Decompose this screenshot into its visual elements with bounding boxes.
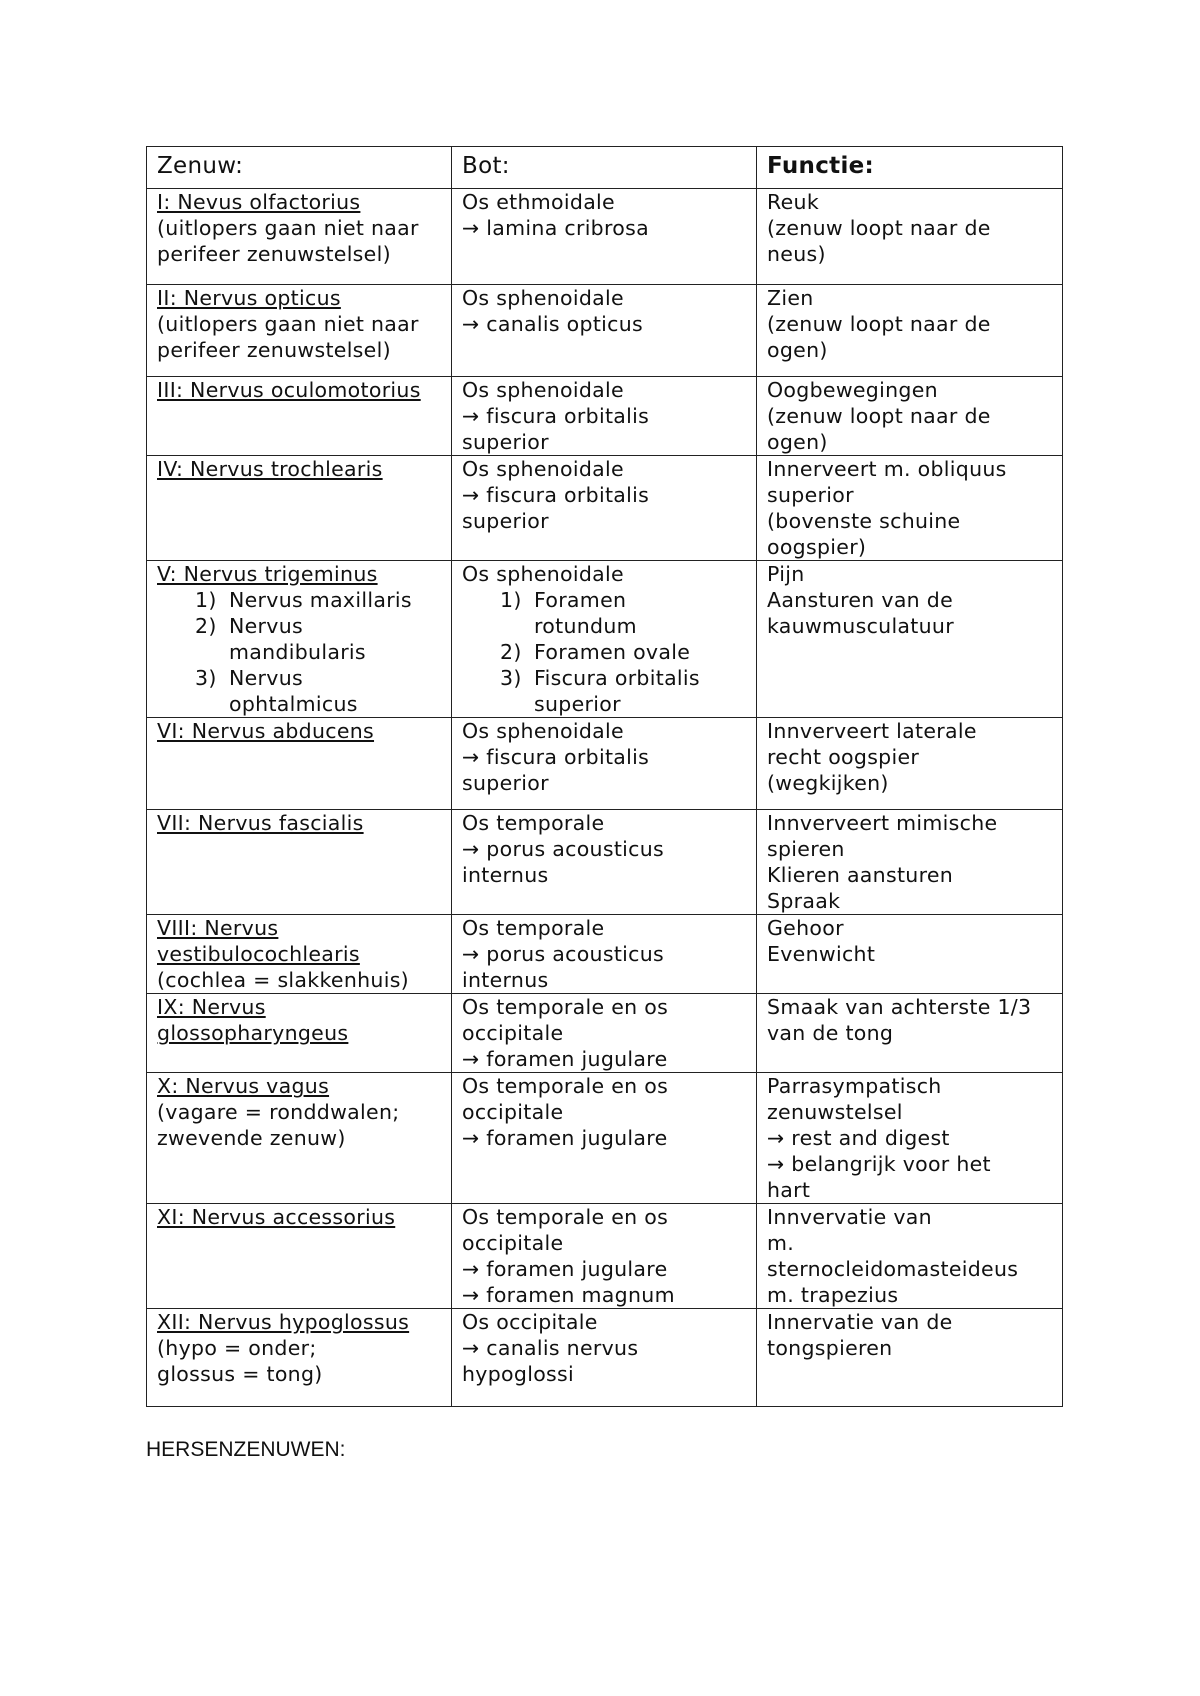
bone-name: Os sphenoidale (462, 562, 624, 586)
list-number: 2) (500, 640, 522, 664)
list-item-line: Foramen (534, 588, 627, 612)
table-body (147, 189, 1063, 1407)
bone-passage-cont: superior (462, 430, 549, 454)
function-line: oogspier) (767, 535, 867, 559)
list-item (195, 665, 443, 717)
nerve-note: (uitlopers gaan niet naar (157, 312, 419, 336)
list-item (500, 665, 748, 717)
nerve-note: perifeer zenuwstelsel) (157, 242, 391, 266)
bone-cell (452, 915, 757, 994)
list-item-line: ophtalmicus (229, 692, 358, 716)
function-cell (757, 377, 1063, 456)
arrow-right-icon: → (462, 216, 487, 240)
nerve-cell (147, 1204, 452, 1309)
bone-passage-text: porus acousticus (486, 837, 664, 861)
table-row (147, 810, 1063, 915)
bone-passage-text: lamina cribrosa (486, 216, 649, 240)
table-row (147, 456, 1063, 561)
function-line: Pijn (767, 562, 805, 586)
nerve-name: glossopharyngeus (157, 1021, 349, 1045)
nerve-name: VIII: Nervus (157, 916, 279, 940)
bone-cell (452, 1309, 757, 1407)
bone-passage-text: foramen magnum (486, 1283, 675, 1307)
list-item-line: Nervus maxillaris (229, 588, 412, 612)
nerve-cell (147, 810, 452, 915)
function-cell (757, 189, 1063, 285)
list-item (500, 587, 748, 639)
function-line: Innerveert m. obliquus (767, 457, 1007, 481)
nerve-cell (147, 189, 452, 285)
bone-passage-text: canalis nervus (486, 1336, 639, 1360)
nerve-note: perifeer zenuwstelsel) (157, 338, 391, 362)
nerve-note: (hypo = onder; (157, 1336, 317, 1360)
list-item-line: rotundum (534, 614, 637, 638)
footer-label: HERSENZENUWEN: (146, 1438, 346, 1461)
nerve-cell (147, 718, 452, 810)
bone-passage-text: foramen jugulare (486, 1126, 668, 1150)
bone-passage-cont: hypoglossi (462, 1362, 574, 1386)
nerve-name: III: Nervus oculomotorius (157, 378, 421, 402)
function-line: (zenuw loopt naar de (767, 312, 991, 336)
function-line: zenuwstelsel (767, 1100, 903, 1124)
list-item-line: Foramen ovale (534, 640, 691, 664)
header-nerve: Zenuw: (147, 147, 452, 189)
bone-cell (452, 1073, 757, 1204)
list-number: 1) (500, 588, 522, 612)
function-line: Klieren aansturen (767, 863, 954, 887)
list-number: 2) (195, 614, 217, 638)
list-item-line: superior (534, 692, 621, 716)
nerve-cell (147, 285, 452, 377)
bone-passage-text: porus acousticus (486, 942, 664, 966)
arrow-right-icon: → (767, 1152, 792, 1176)
function-line: Innvervatie van (767, 1205, 932, 1229)
function-cell (757, 810, 1063, 915)
function-line: neus) (767, 242, 826, 266)
function-line: Aansturen van de (767, 588, 954, 612)
bone-cell (452, 994, 757, 1073)
header-row (147, 147, 1063, 189)
bone-name: Os sphenoidale (462, 378, 624, 402)
nerve-name: vestibulocochlearis (157, 942, 360, 966)
bone-passage (462, 1282, 748, 1308)
arrow-right-icon: → (462, 1257, 487, 1281)
bone-cell (452, 718, 757, 810)
arrow-right-icon: → (462, 942, 487, 966)
nerve-note: (cochlea = slakkenhuis) (157, 968, 409, 992)
function-line: Innverveert mimische (767, 811, 998, 835)
list-item-line: Nervus (229, 614, 303, 638)
arrow-right-icon: → (462, 1336, 487, 1360)
bone-name: Os ethmoidale (462, 190, 615, 214)
arrow-right-icon: → (462, 312, 487, 336)
function-cell (757, 1309, 1063, 1407)
function-line: Innverveert laterale (767, 719, 977, 743)
arrow-right-icon: → (462, 837, 487, 861)
bone-passage (462, 1125, 748, 1151)
bone-passage (462, 744, 748, 770)
table-row (147, 718, 1063, 810)
nerve-cell (147, 915, 452, 994)
function-cell (757, 1204, 1063, 1309)
table-header (147, 147, 1063, 189)
list-item-line: Fiscura orbitalis (534, 666, 700, 690)
bone-name: occipitale (462, 1100, 564, 1124)
function-cell (757, 994, 1063, 1073)
bone-passage-text: foramen jugulare (486, 1047, 668, 1071)
bone-passage (462, 403, 748, 429)
function-line: (zenuw loopt naar de (767, 216, 991, 240)
function-line: Zien (767, 286, 814, 310)
function-line: (wegkijken) (767, 771, 889, 795)
nerve-name: V: Nervus trigeminus (157, 562, 378, 586)
arrow-right-icon: → (767, 1126, 792, 1150)
function-line: Spraak (767, 889, 841, 913)
function-line: spieren (767, 837, 845, 861)
header-bone: Bot: (452, 147, 757, 189)
function-cell (757, 1073, 1063, 1204)
list-number: 1) (195, 588, 217, 612)
function-line: m. trapezius (767, 1283, 899, 1307)
function-line: Innervatie van de (767, 1310, 953, 1334)
list-item (195, 587, 443, 613)
bone-passage-cont: internus (462, 863, 549, 887)
cranial-nerves-table (146, 146, 1063, 1407)
bone-passage-text: fiscura orbitalis (486, 745, 650, 769)
bone-cell (452, 189, 757, 285)
bone-name: Os temporale en os (462, 1074, 669, 1098)
nerve-cell (147, 994, 452, 1073)
bone-passage (462, 1335, 748, 1361)
bone-passage (462, 1256, 748, 1282)
function-line: Gehoor (767, 916, 844, 940)
nerve-note: (vagare = ronddwalen; (157, 1100, 400, 1124)
function-line: superior (767, 483, 854, 507)
table-row (147, 561, 1063, 718)
bone-passage-cont: internus (462, 968, 549, 992)
bone-passage (462, 482, 748, 508)
bone-passage (462, 311, 748, 337)
function-cell (757, 561, 1063, 718)
function-line: Parrasympatisch (767, 1074, 942, 1098)
bone-name: Os temporale (462, 811, 605, 835)
nerve-name: I: Nevus olfactorius (157, 190, 361, 214)
bone-name: occipitale (462, 1231, 564, 1255)
nerve-name: IV: Nervus trochlearis (157, 457, 383, 481)
nerve-cell (147, 1309, 452, 1407)
nerve-name: XII: Nervus hypoglossus (157, 1310, 410, 1334)
function-cell (757, 285, 1063, 377)
list-number: 3) (500, 666, 522, 690)
function-line: recht oogspier (767, 745, 920, 769)
bone-cell (452, 561, 757, 718)
nerve-cell (147, 1073, 452, 1204)
list-item (195, 613, 443, 665)
list-item-line: Nervus (229, 666, 303, 690)
arrow-right-icon: → (462, 1047, 487, 1071)
nerve-cell (147, 456, 452, 561)
function-line: ogen) (767, 338, 828, 362)
function-line: Evenwicht (767, 942, 876, 966)
nerve-name: II: Nervus opticus (157, 286, 341, 310)
nerve-note: zwevende zenuw) (157, 1126, 346, 1150)
function-line: (bovenste schuine (767, 509, 961, 533)
bone-name: Os temporale en os (462, 995, 669, 1019)
table-row (147, 377, 1063, 456)
bone-cell (452, 285, 757, 377)
bone-cell (452, 1204, 757, 1309)
nerve-name: IX: Nervus (157, 995, 266, 1019)
bone-name: Os sphenoidale (462, 286, 624, 310)
bone-passage-text: canalis opticus (486, 312, 644, 336)
table-row (147, 915, 1063, 994)
bone-passage (462, 941, 748, 967)
list-item (500, 639, 748, 665)
bone-passage-text: foramen jugulare (486, 1257, 668, 1281)
function-line: sternocleidomasteideus (767, 1257, 1019, 1281)
bone-foramina-list (462, 587, 748, 717)
function-line: tongspieren (767, 1336, 893, 1360)
bone-name: Os occipitale (462, 1310, 598, 1334)
bone-name: occipitale (462, 1021, 564, 1045)
list-number: 3) (195, 666, 217, 690)
bone-cell (452, 810, 757, 915)
function-line: hart (767, 1178, 811, 1202)
arrow-right-icon: → (462, 483, 487, 507)
bone-name: Os temporale en os (462, 1205, 669, 1229)
bone-cell (452, 377, 757, 456)
table-row (147, 189, 1063, 285)
function-arrow-line (767, 1125, 1054, 1151)
nerve-name: XI: Nervus accessorius (157, 1205, 396, 1229)
bone-passage (462, 215, 748, 241)
bone-name: Os temporale (462, 916, 605, 940)
table-row (147, 1309, 1063, 1407)
bone-passage-cont: superior (462, 771, 549, 795)
arrow-right-icon: → (462, 404, 487, 428)
bone-name: Os sphenoidale (462, 719, 624, 743)
function-line: Reuk (767, 190, 819, 214)
header-function: Functie: (757, 147, 1063, 189)
function-line: m. (767, 1231, 795, 1255)
table-row (147, 1204, 1063, 1309)
function-line: (zenuw loopt naar de (767, 404, 991, 428)
nerve-name: X: Nervus vagus (157, 1074, 330, 1098)
arrow-right-icon: → (462, 1126, 487, 1150)
arrow-right-icon: → (462, 1283, 487, 1307)
function-arrow-line-text: rest and digest (791, 1126, 950, 1150)
nerve-note: glossus = tong) (157, 1362, 323, 1386)
nerve-cell (147, 561, 452, 718)
nerve-note: (uitlopers gaan niet naar (157, 216, 419, 240)
function-cell (757, 456, 1063, 561)
bone-passage (462, 836, 748, 862)
function-arrow-line (767, 1151, 1054, 1177)
function-line: Oogbewegingen (767, 378, 938, 402)
table-row (147, 994, 1063, 1073)
function-cell (757, 915, 1063, 994)
function-line: van de tong (767, 1021, 894, 1045)
nerve-branches-list (157, 587, 443, 717)
bone-passage-text: fiscura orbitalis (486, 404, 650, 428)
function-arrow-line-text: belangrijk voor het (791, 1152, 991, 1176)
nerve-cell (147, 377, 452, 456)
bone-cell (452, 456, 757, 561)
bone-passage-text: fiscura orbitalis (486, 483, 650, 507)
function-line: kauwmusculatuur (767, 614, 954, 638)
nerve-name: VI: Nervus abducens (157, 719, 375, 743)
function-cell (757, 718, 1063, 810)
table-row (147, 285, 1063, 377)
function-line: ogen) (767, 430, 828, 454)
bone-passage-cont: superior (462, 509, 549, 533)
bone-passage (462, 1046, 748, 1072)
arrow-right-icon: → (462, 745, 487, 769)
function-line: Smaak van achterste 1/3 (767, 995, 1032, 1019)
list-item-line: mandibularis (229, 640, 366, 664)
nerve-name: VII: Nervus fascialis (157, 811, 364, 835)
table-row (147, 1073, 1063, 1204)
bone-name: Os sphenoidale (462, 457, 624, 481)
